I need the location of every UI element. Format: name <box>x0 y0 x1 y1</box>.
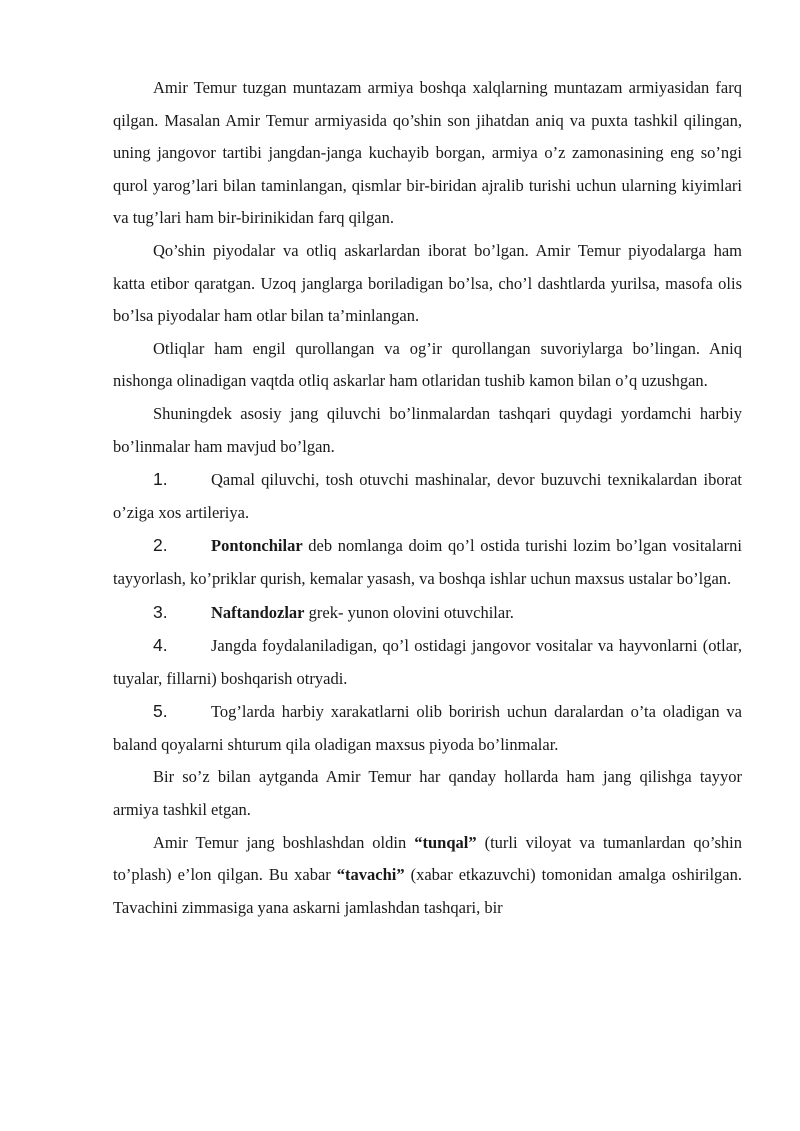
term-tavachi: “tavachi” <box>336 865 405 885</box>
paragraph: Shuningdek asosiy jang qiluvchi bo’linmalardan tashqari quydagi yordamchi harbiy bo’linmalar ham mavjud bo’lgan. <box>113 403 742 456</box>
list-number: 3. <box>153 601 168 622</box>
list-number: 5. <box>153 701 168 722</box>
list-item <box>113 596 742 630</box>
list-number: 4. <box>153 635 168 656</box>
document-page <box>113 72 742 924</box>
paragraph: Otliqlar ham engil qurollangan va og’ir qurollangan suvoriylarga bo’lingan. Aniq nishonga olinadigan vaqtda otliq askarlar ham otlaridan tushib kamon bilan o’q uzushgan. <box>113 338 742 391</box>
list-text: deb nomlanga doim qo’l ostida turishi lozim bo’lgan vositalarni tayyorlash, ko’priklar qurish, kemalar yasash, va boshqa ishlar uchun maxsus ustalar bo’lgan. <box>113 536 742 588</box>
term-tunqal: “tunqal” <box>414 832 477 852</box>
text-run: Amir Temur jang boshlashdan oldin <box>153 832 415 852</box>
list-text: grek- yunon olovini otuvchilar. <box>304 602 514 622</box>
list-number: 1. <box>153 469 168 490</box>
list-term: Naftandozlar <box>211 602 305 622</box>
list-number: 2. <box>153 535 168 556</box>
list-item <box>113 529 742 595</box>
list-text: Qamal qiluvchi, tosh otuvchi mashinalar, devor buzuvchi texnikalardan iborat o’ziga xos artileriya. <box>113 470 742 522</box>
list-text: Jangda foydalaniladigan, qo’l ostidagi jangovor vositalar va hayvonlarni (otlar, tuyalar, fillarni) boshqarish otryadi. <box>113 636 742 688</box>
text-run: (turli viloyat va tumanlardan qo’shin to’plash) e’lon qilgan. Bu xabar <box>113 832 743 885</box>
list-item <box>113 463 742 529</box>
list-term: Pontonchilar <box>211 536 303 556</box>
paragraph <box>113 827 742 925</box>
paragraph: Bir so’z bilan aytganda Amir Temur har qanday hollarda ham jang qilishga tayyor armiya tashkil etgan. <box>113 767 742 820</box>
list-item <box>113 695 742 761</box>
text-run: (xabar etkazuvchi) tomonidan amalga oshirilgan. Tavachini zimmasiga yana askarni jamlashdan tashqari, bir <box>113 865 742 917</box>
paragraph: Qo’shin piyodalar va otliq askarlardan iborat bo’lgan. Amir Temur piyodalarga ham katta etibor qaratgan. Uzoq janglarga boriladigan bo’lsa, cho’l dashtlarda yurilsa, masofa olis bo’lsa piyodalar ham otlar bilan ta’minlangan. <box>113 240 742 326</box>
paragraph: Amir Temur tuzgan muntazam armiya boshqa xalqlarning muntazam armiyasidan farq qilgan. Masalan Amir Temur armiyasida qo’shin son jihatdan aniq va puxta tashkil qilingan, uning jangovor tartibi jangdan-janga kuchayib borgan, armiya o’z zamonasining eng so’ngi qurol yarog’lari bilan taminlangan, qismlar bir-biridan ajralib turishi uchun ularning kiyimlari va tug’lari ham bir-birinikidan farq qilgan. <box>113 78 742 228</box>
list-item <box>113 629 742 695</box>
list-text: Tog’larda harbiy xarakatlarni olib borirish uchun daralardan o’ta oladigan va baland qoyalarni shturum qila oladigan maxsus piyoda bo’linmalar. <box>113 702 742 754</box>
